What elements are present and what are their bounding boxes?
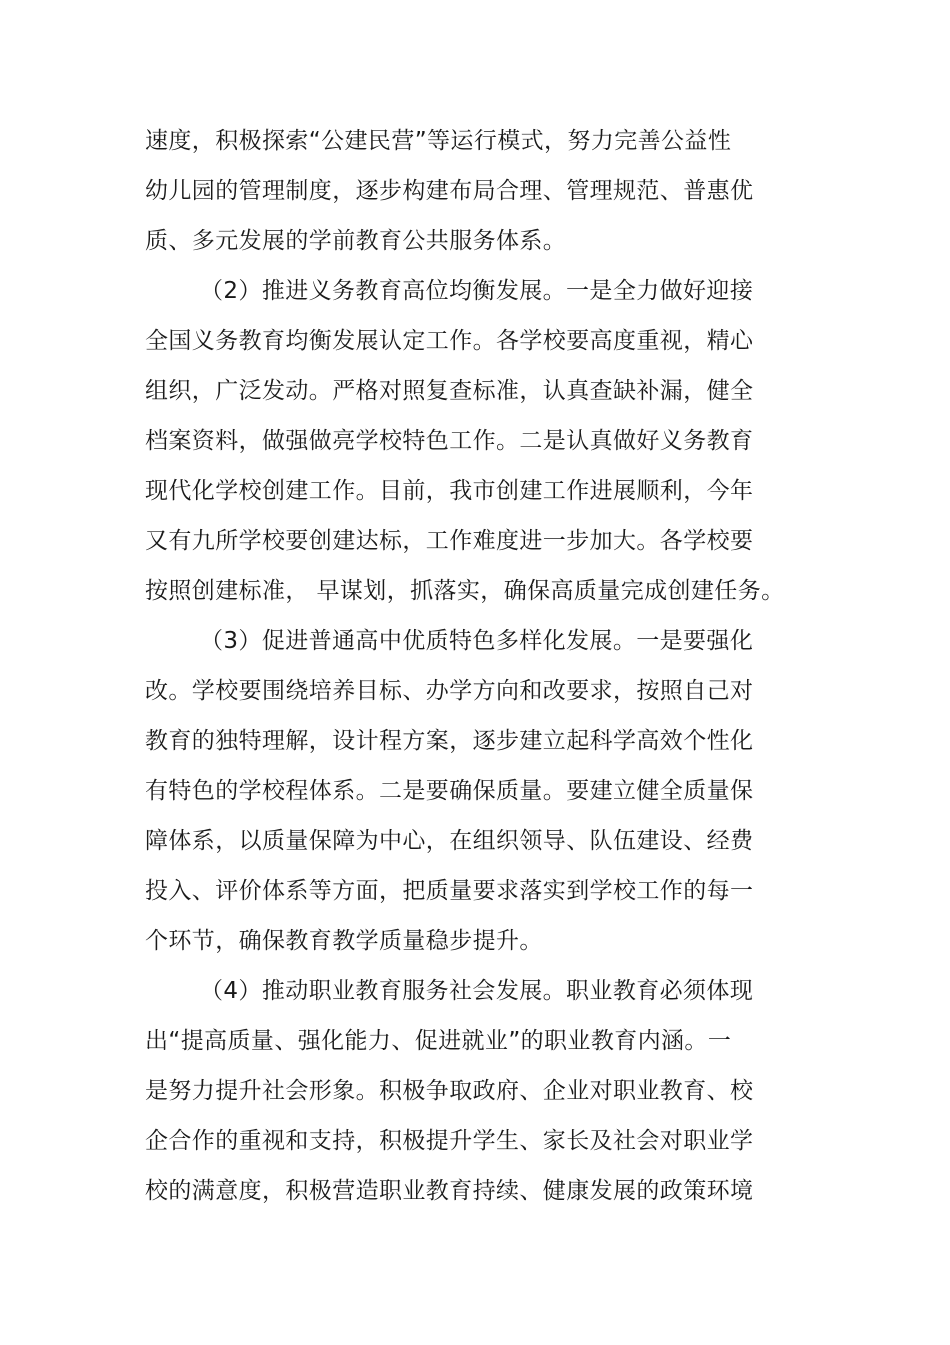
text-line: 组织，广泛发动。严格对照复查标准，认真查缺补漏，健全 [145,378,754,404]
text-line: 有特色的学校程体系。二是要确保质量。要建立健全质量保 [145,778,754,804]
paragraph-heading-line: （4）推动职业教育服务社会发展。职业教育必须体现 [200,978,754,1004]
text-line: 企合作的重视和支持，积极提升学生、家长及社会对职业学 [145,1128,754,1154]
text-line: 幼儿园的管理制度，逐步构建布局合理、管理规范、普惠优 [145,178,754,204]
text-line: 现代化学校创建工作。目前，我市创建工作进展顺利，今年 [145,478,754,504]
text-line: 改。学校要围绕培养目标、办学方向和改要求，按照自己对 [145,678,754,704]
text-line: 全国义务教育均衡发展认定工作。各学校要高度重视，精心 [145,328,754,354]
text-line: 投入、评价体系等方面，把质量要求落实到学校工作的每一 [145,878,754,904]
text-line: 校的满意度，积极营造职业教育持续、健康发展的政策环境 [145,1178,754,1204]
text-line: 出“提高质量、强化能力、促进就业”的职业教育内涵。一 [145,1028,732,1054]
text-line: 档案资料，做强做亮学校特色工作。二是认真做好义务教育 [145,428,754,454]
text-line: 按照创建标准， 早谋划，抓落实，确保高质量完成创建任务。 [145,578,785,604]
text-line: 又有九所学校要创建达标，工作难度进一步加大。各学校要 [145,528,754,554]
text-line: 个环节，确保教育教学质量稳步提升。 [145,928,543,954]
text-line: 是努力提升社会形象。积极争取政府、企业对职业教育、校 [145,1078,754,1104]
paragraph-heading-line: （3）促进普通高中优质特色多样化发展。一是要强化 [200,628,754,654]
text-line: 障体系，以质量保障为中心，在组织领导、队伍建设、经费 [145,828,754,854]
text-line: 质、多元发展的学前教育公共服务体系。 [145,228,567,254]
paragraph-heading-line: （2）推进义务教育高位均衡发展。一是全力做好迎接 [200,278,754,304]
text-line: 教育的独特理解，设计程方案，逐步建立起科学高效个性化 [145,728,754,754]
text-line: 速度，积极探索“公建民营”等运行模式，努力完善公益性 [145,128,732,154]
